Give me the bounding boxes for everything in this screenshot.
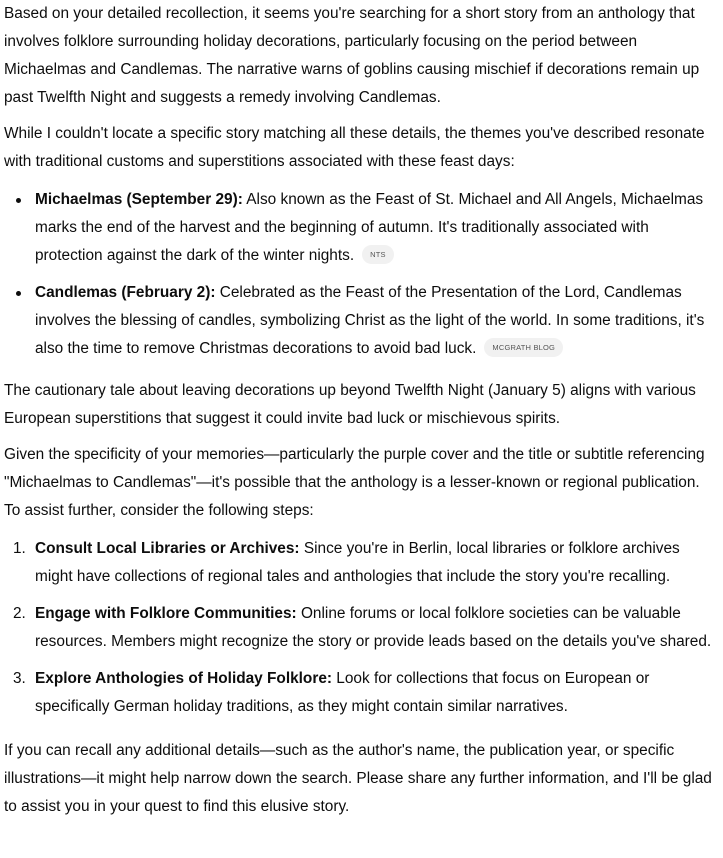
list-item [13,535,719,591]
list-item [13,600,719,656]
specificity-paragraph: Given the specificity of your memories—particularly the purple cover and the title or subtitle referencing "Michaelmas to Candlemas"—it's possible that the anthology is a lesser-known or regional publication. To assist further, consider the following steps: [4,446,705,519]
closing-paragraph: If you can recall any additional details—such as the author's name, the publication year, or specific illustrations—it might help narrow down the search. Please share any further information, and I'll be glad to assist you in your quest to find this elusive story. [4,742,712,815]
bullet-title: Candlemas (February 2): [35,284,216,301]
intro-paragraph: Based on your detailed recollection, it seems you're searching for a short story from an anthology that involves folklore surrounding holiday decorations, particularly focusing on the period between Michaelmas and Candlemas. The narrative warns of goblins causing mischief if decorations remain up past Twelfth Night and suggests a remedy involving Candlemas. [4,5,700,106]
bullet-text: Also known as the Feast of St. Michael and All Angels, Michaelmas marks the end of the harvest and the beginning of autumn. It's traditionally associated with protection against the dark of the winter nights. [35,191,704,264]
themes-paragraph: While I couldn't locate a specific story matching all these details, the themes you've described resonate with traditional customs and superstitions associated with these feast days: [4,125,705,170]
list-item [35,279,719,363]
step-title: Engage with Folklore Communities: [35,605,297,622]
step-text: Since you're in Berlin, local libraries or folklore archives might have collections of regional tales and anthologies that include the story you're recalling. [35,540,680,585]
step-text: Look for collections that focus on European or specifically German holiday traditions, as they might contain similar narratives. [35,670,650,715]
list-item [35,186,719,270]
bullet-text: Celebrated as the Feast of the Presentation of the Lord, Candlemas involves the blessing of candles, symbolizing Christ as the light of the world. In some traditions, it's also the time to remove Christmas decorations to avoid bad luck. [35,284,705,357]
step-text: Online forums or local folklore societies can be valuable resources. Members might recognize the story or provide leads based on the details you've shared. [35,605,712,650]
step-number: 3. [13,670,26,687]
bullet-title: Michaelmas (September 29): [35,191,243,208]
source-citation-badge[interactable]: NTS [362,245,394,264]
step-title: Consult Local Libraries or Archives: [35,540,300,557]
steps-list [4,535,719,721]
step-number: 1. [13,540,26,557]
source-citation-badge[interactable]: MCGRATH BLOG [484,338,563,357]
list-item [13,665,719,721]
step-number: 2. [13,605,26,622]
step-title: Explore Anthologies of Holiday Folklore: [35,670,333,687]
feast-days-list [4,186,719,363]
cautionary-paragraph: The cautionary tale about leaving decorations up beyond Twelfth Night (January 5) aligns with various European superstitions that suggest it could invite bad luck or mischievous spirits. [4,382,696,427]
